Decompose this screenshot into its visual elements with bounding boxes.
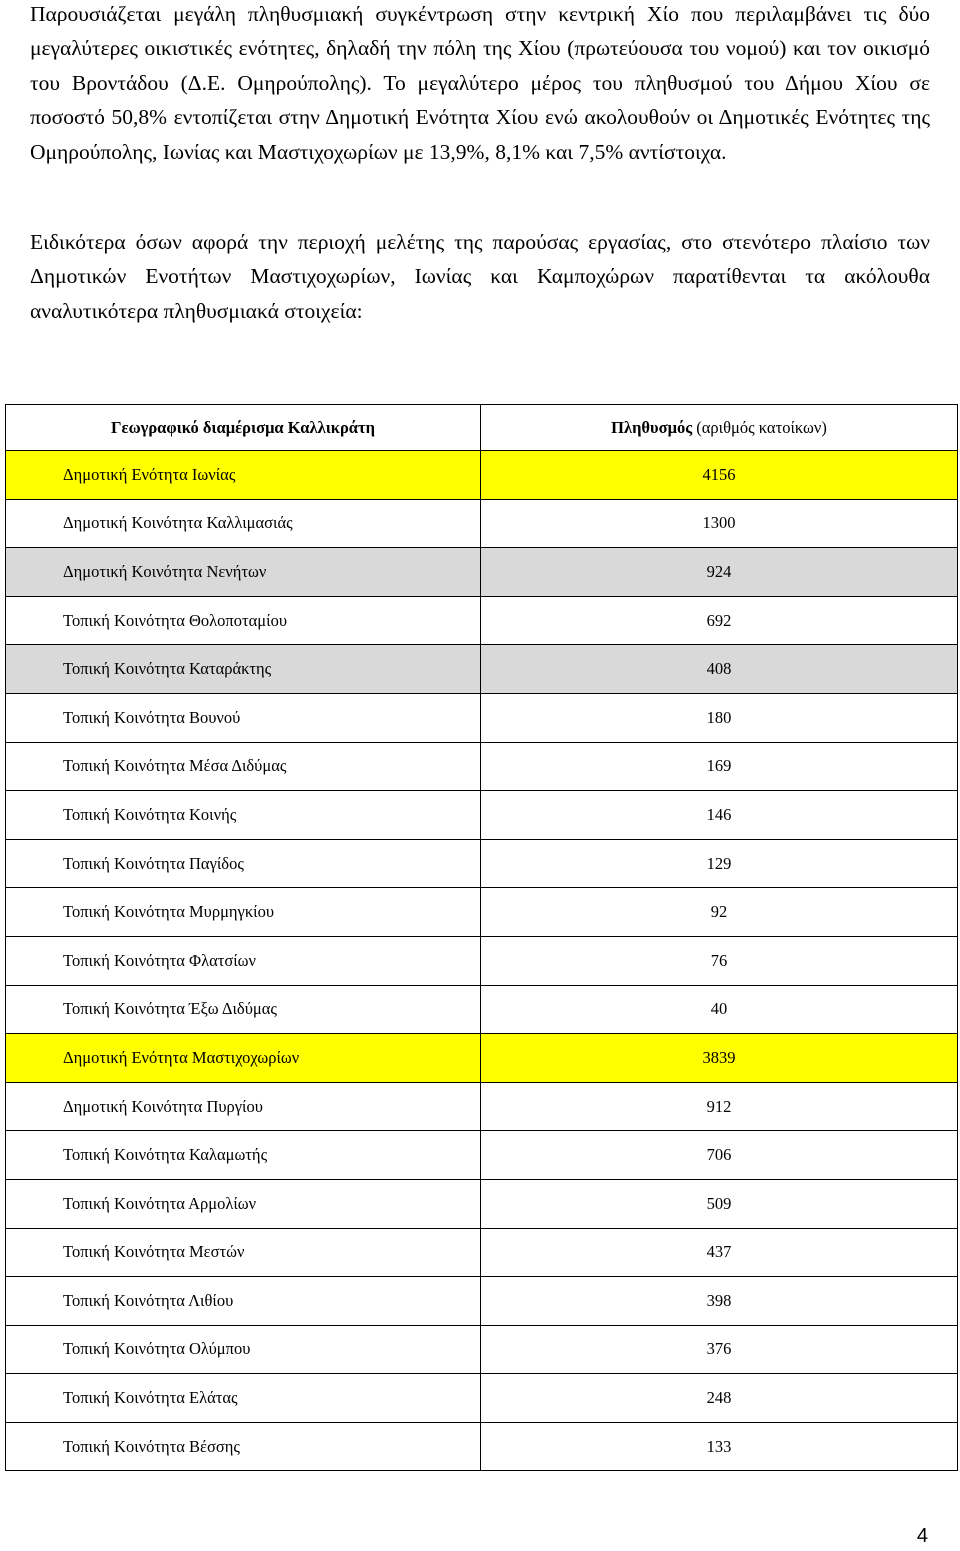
row-population-value: 40 <box>481 985 958 1034</box>
row-population-value: 180 <box>481 693 958 742</box>
table-row <box>6 1325 958 1374</box>
row-area-name: Δημοτική Κοινότητα Πυργίου <box>6 1082 481 1131</box>
row-area-name: Τοπική Κοινότητα Ελάτας <box>6 1374 481 1423</box>
header-population-bold: Πληθυσμός <box>611 417 693 437</box>
row-population-value: 398 <box>481 1277 958 1326</box>
row-population-value: 408 <box>481 645 958 694</box>
population-table <box>5 404 958 1471</box>
row-population-value: 924 <box>481 548 958 597</box>
table-row <box>6 1179 958 1228</box>
table-row <box>6 645 958 694</box>
header-population-unit: (αριθμός κατοίκων) <box>692 417 827 437</box>
row-population-value: 146 <box>481 791 958 840</box>
row-population-value: 169 <box>481 742 958 791</box>
table-row <box>6 499 958 548</box>
row-area-name: Τοπική Κοινότητα Λιθίου <box>6 1277 481 1326</box>
row-population-value: 129 <box>481 839 958 888</box>
page-number: 4 <box>916 1525 928 1547</box>
table-header-row <box>6 405 958 451</box>
row-population-value: 706 <box>481 1131 958 1180</box>
table-row <box>6 1228 958 1277</box>
row-population-value: 92 <box>481 888 958 937</box>
table-row <box>6 742 958 791</box>
row-area-name: Τοπική Κοινότητα Μεστών <box>6 1228 481 1277</box>
row-area-name: Τοπική Κοινότητα Ολύμπου <box>6 1325 481 1374</box>
row-area-name: Δημοτική Κοινότητα Νενήτων <box>6 548 481 597</box>
row-area-name: Τοπική Κοινότητα Θολοποταμίου <box>6 596 481 645</box>
intro-paragraph: Παρουσιάζεται μεγάλη πληθυσμιακή συγκέντρωση στην κεντρική Χίο που περιλαμβάνει τις δύο μεγαλύτερες οικιστικές ενότητες, δηλαδή την πόλη της Χίου (πρωτεύουσα του νομού) και τον οικισμό του Βροντάδου (Δ.Ε. Ομηρούπολης). Το μεγαλύτερο μέρος του πληθυσμού του Δήμου Χίου σε ποσοστό 50,8% εντοπίζεται στην Δημοτική Ενότητα Χίου ενώ ακολουθούν οι Δημοτικές Ενότητες της Ομηρούπολης, Ιωνίας και Μαστιχοχωρίων με 13,9%, 8,1% και 7,5% αντίστοιχα. <box>30 2 930 164</box>
header-geographic-unit: Γεωγραφικό διαμέρισμα Καλλικράτη <box>6 405 481 451</box>
table-row <box>6 839 958 888</box>
table-row <box>6 936 958 985</box>
row-area-name: Τοπική Κοινότητα Έξω Διδύμας <box>6 985 481 1034</box>
header-population <box>481 405 958 451</box>
row-area-name: Τοπική Κοινότητα Βουνού <box>6 693 481 742</box>
row-population-value: 509 <box>481 1179 958 1228</box>
row-area-name: Δημοτική Ενότητα Ιωνίας <box>6 451 481 500</box>
row-population-value: 437 <box>481 1228 958 1277</box>
table-row <box>6 1374 958 1423</box>
row-area-name: Τοπική Κοινότητα Βέσσης <box>6 1422 481 1471</box>
table-row <box>6 548 958 597</box>
row-population-value: 4156 <box>481 451 958 500</box>
row-area-name: Τοπική Κοινότητα Αρμολίων <box>6 1179 481 1228</box>
row-population-value: 692 <box>481 596 958 645</box>
row-population-value: 248 <box>481 1374 958 1423</box>
row-population-value: 1300 <box>481 499 958 548</box>
table-row <box>6 693 958 742</box>
row-area-name: Τοπική Κοινότητα Παγίδος <box>6 839 481 888</box>
row-population-value: 133 <box>481 1422 958 1471</box>
row-population-value: 3839 <box>481 1034 958 1083</box>
table-row <box>6 888 958 937</box>
row-area-name: Τοπική Κοινότητα Φλατσίων <box>6 936 481 985</box>
row-area-name: Τοπική Κοινότητα Μέσα Διδύμας <box>6 742 481 791</box>
row-area-name: Τοπική Κοινότητα Καταράκτης <box>6 645 481 694</box>
table-row <box>6 1082 958 1131</box>
row-population-value: 376 <box>481 1325 958 1374</box>
table-row <box>6 596 958 645</box>
row-population-value: 76 <box>481 936 958 985</box>
table-row <box>6 1422 958 1471</box>
table-row <box>6 985 958 1034</box>
row-population-value: 912 <box>481 1082 958 1131</box>
study-area-paragraph: Ειδικότερα όσων αφορά την περιοχή μελέτης της παρούσας εργασίας, στο στενότερο πλαίσιο των Δημοτικών Ενοτήτων Μαστιχοχωρίων, Ιωνίας και Καμποχώρων παρατίθενται τα ακόλουθα αναλυτικότερα πληθυσμιακά στοιχεία: <box>30 230 930 323</box>
table-row <box>6 791 958 840</box>
row-area-name: Τοπική Κοινότητα Καλαμωτής <box>6 1131 481 1180</box>
table-row <box>6 1277 958 1326</box>
table-row <box>6 1131 958 1180</box>
row-area-name: Δημοτική Ενότητα Μαστιχοχωρίων <box>6 1034 481 1083</box>
row-area-name: Δημοτική Κοινότητα Καλλιμασιάς <box>6 499 481 548</box>
row-area-name: Τοπική Κοινότητα Μυρμηγκίου <box>6 888 481 937</box>
table-row <box>6 1034 958 1083</box>
row-area-name: Τοπική Κοινότητα Κοινής <box>6 791 481 840</box>
table-row <box>6 451 958 500</box>
